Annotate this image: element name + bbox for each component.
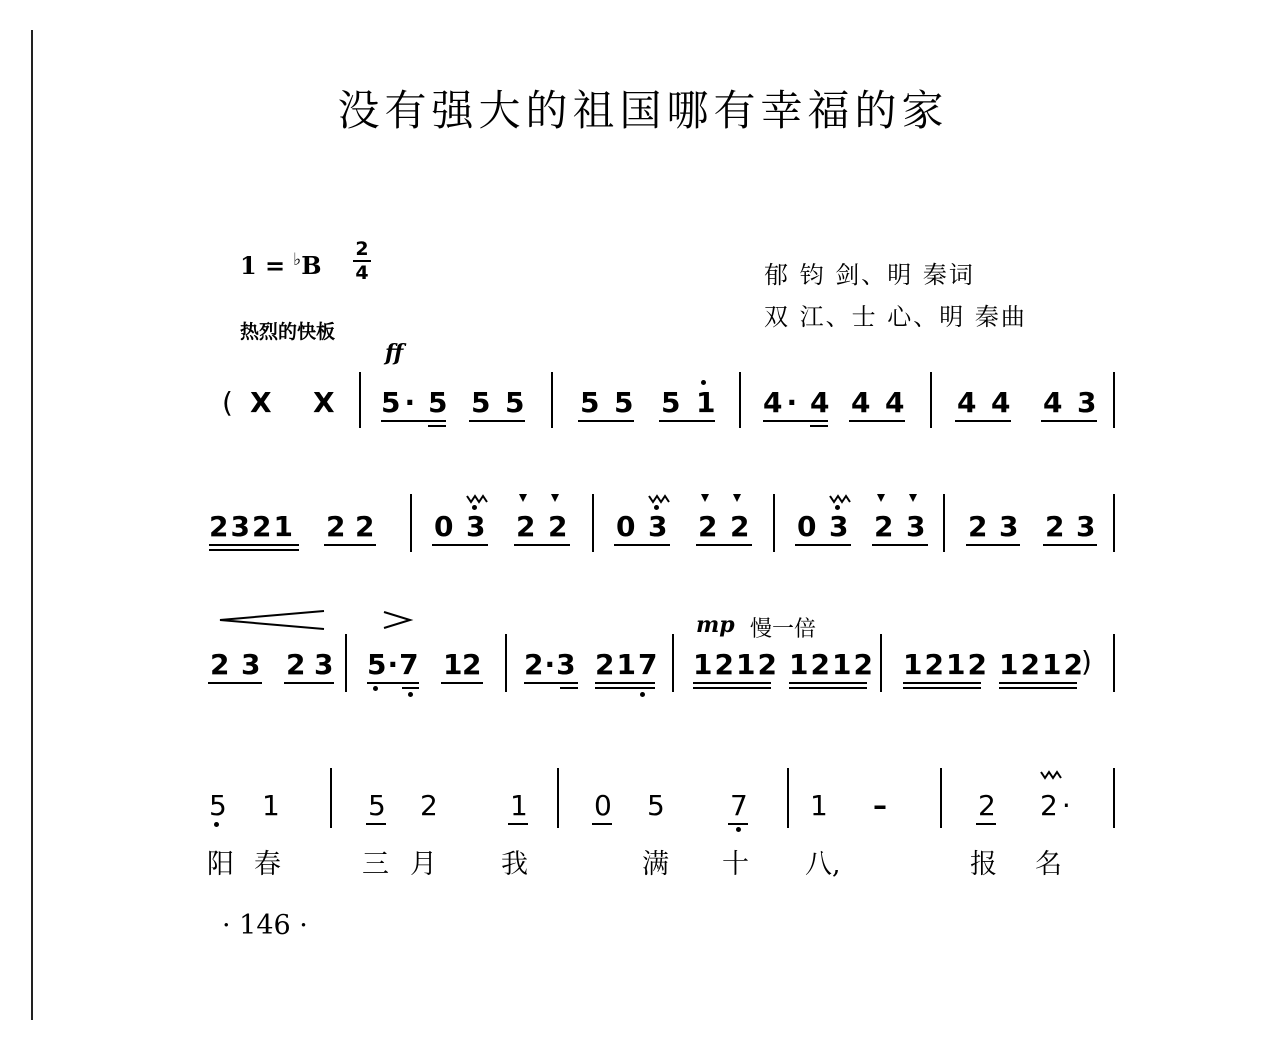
decrescendo-hairpin xyxy=(384,612,410,628)
composer-credit: 双 江、士 心、明 秦曲 xyxy=(764,303,1027,331)
note: X xyxy=(250,386,276,419)
close-paren: ) xyxy=(1081,645,1096,678)
lyric-char: 阳 xyxy=(207,849,234,880)
note: 1 xyxy=(510,789,532,822)
tempo-change: 慢一倍 xyxy=(750,617,817,642)
note: 2 xyxy=(355,510,379,543)
time-signature xyxy=(351,238,373,284)
lyric-char: 报 xyxy=(970,849,997,880)
note: 5· xyxy=(381,386,420,419)
note: 1212 xyxy=(789,648,875,681)
note: 2 xyxy=(978,789,1000,822)
lyric-char: 三 xyxy=(362,849,389,880)
note: 1 xyxy=(262,789,284,822)
key-signature xyxy=(240,250,322,280)
note: 2· xyxy=(1040,789,1075,822)
note: 2 xyxy=(462,648,486,681)
note: 5 xyxy=(580,386,604,419)
time-bottom: 4 xyxy=(355,262,369,284)
key-prefix: 1 = xyxy=(240,251,286,280)
note: 5 xyxy=(614,386,638,419)
note: 4· xyxy=(763,386,802,419)
song-title: 没有强大的祖国哪有幸福的家 xyxy=(337,86,949,135)
note: 1212 xyxy=(999,648,1085,681)
lyric-char: 月 xyxy=(410,849,437,880)
note: 0 xyxy=(594,789,616,822)
lyric-char: 八, xyxy=(805,849,841,880)
note: X xyxy=(313,386,339,419)
note: 2 xyxy=(968,510,992,543)
lyricist-credit: 郁 钧 剑、明 秦词 xyxy=(764,261,975,289)
note: 2 xyxy=(874,510,898,543)
note: 3 xyxy=(466,510,490,543)
note: 2 xyxy=(730,510,754,543)
note: 3 xyxy=(1076,510,1100,543)
note: 3 xyxy=(829,510,853,543)
note: 3 xyxy=(648,510,672,543)
note: 2 xyxy=(516,510,540,543)
note: 2 xyxy=(286,648,310,681)
note: 1 xyxy=(696,386,720,419)
note: 3 xyxy=(241,648,265,681)
dynamic-ff: ff xyxy=(385,340,404,366)
note: 5 xyxy=(428,386,452,419)
note: 5 xyxy=(647,789,669,822)
page-margin-line xyxy=(31,30,33,1020)
note: 0 xyxy=(616,510,640,543)
note: 2·3 xyxy=(524,648,577,681)
note: 5 xyxy=(471,386,495,419)
note: 1 xyxy=(810,789,832,822)
note: 5·7 xyxy=(367,648,420,681)
page-number: · 146 · xyxy=(222,910,308,941)
note: 3 xyxy=(314,648,338,681)
lyric-char: 满 xyxy=(642,849,669,880)
note: 4 xyxy=(991,386,1015,419)
note: 3 xyxy=(906,510,930,543)
tempo-marking: 热烈的快板 xyxy=(240,321,336,343)
hairpin-marks xyxy=(212,608,422,632)
note: 217 xyxy=(595,648,660,681)
key-note: B xyxy=(301,251,322,280)
note: 0 xyxy=(797,510,821,543)
note: 4 xyxy=(1043,386,1067,419)
note: 5 xyxy=(368,789,390,822)
note: 4 xyxy=(957,386,981,419)
lyric-char: 我 xyxy=(501,849,528,880)
open-paren: ( xyxy=(222,386,237,419)
note: 0 xyxy=(434,510,458,543)
dynamic-mp: mp xyxy=(696,612,735,638)
lyric-char: 春 xyxy=(254,849,281,880)
note: 2 xyxy=(1045,510,1069,543)
note: – xyxy=(873,789,891,822)
note: 5 xyxy=(661,386,685,419)
note: 2321 xyxy=(209,510,295,543)
note: 4 xyxy=(810,386,834,419)
note: 1212 xyxy=(903,648,989,681)
note: 5 xyxy=(505,386,529,419)
note: 2 xyxy=(548,510,572,543)
note: 2 xyxy=(698,510,722,543)
note: 3 xyxy=(1077,386,1101,419)
time-top: 2 xyxy=(355,238,369,260)
note: 1 xyxy=(443,648,467,681)
note: 2 xyxy=(420,789,442,822)
note: 2 xyxy=(326,510,350,543)
lyric-char: 名 xyxy=(1035,849,1062,880)
note: 1212 xyxy=(693,648,779,681)
note: 5 xyxy=(209,789,231,822)
note: 4 xyxy=(885,386,909,419)
note: 3 xyxy=(999,510,1023,543)
lyric-char: 十 xyxy=(722,849,749,880)
note: 7 xyxy=(730,789,752,822)
flat-symbol: ♭ xyxy=(293,250,302,270)
note: 4 xyxy=(851,386,875,419)
crescendo-hairpin xyxy=(220,611,324,629)
note: 2 xyxy=(210,648,234,681)
